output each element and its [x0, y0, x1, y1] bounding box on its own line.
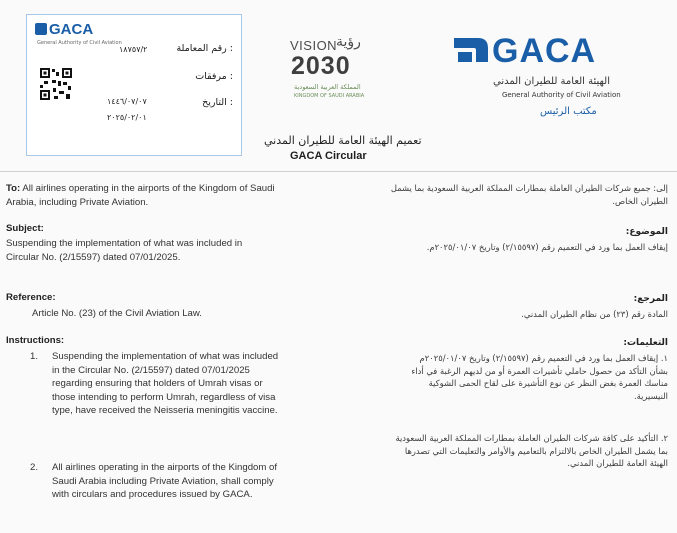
gaca-emblem-icon: [452, 32, 492, 66]
reference-text-arabic: المادة رقم (٢٣) من نظام الطيران المدني.: [521, 309, 668, 319]
instruction-1-number: 1.: [30, 351, 39, 362]
vision-year: 2030: [291, 52, 351, 80]
instruction-1-text: [52, 350, 332, 418]
instruction-1-arabic-line: مناسك العمرة بغض النظر عن نوع التأشيرة على لقاح الحمى الشوكية: [428, 378, 668, 388]
instruction-1-line: in the Circular No. (2/15597) dated 07/01/2025: [52, 364, 250, 376]
instructions-label: Instructions:: [6, 335, 65, 346]
to-section: [6, 182, 326, 209]
to-label: To:: [6, 183, 21, 194]
instruction-2-arabic: [330, 432, 668, 470]
stamp-logo-subtitle: General Authority of Civil Aviation: [37, 40, 122, 46]
subject-label-arabic: الموضوع:: [625, 227, 668, 237]
vision-kingdom-english: KINGDOM OF SAUDI ARABIA: [294, 93, 365, 99]
transaction-stamp: [26, 14, 242, 156]
subject-text-arabic: إيقاف العمل بما ورد في التعميم رقم (٢/١٥٥٩٧) وتاريخ ٢٠٢٥/٠١/٠٧م.: [426, 242, 668, 252]
instruction-1-arabic-line: بشأن التأكد من حصول حاملي تأشيرات العمرة أو من لديهم الرغبة في أداء: [411, 365, 668, 376]
instruction-1-line: type, have received the Neisseria meningitis vaccine.: [52, 405, 278, 416]
instruction-2-arabic-line: بما يشمل الطيران الخاص بالالتزام بالتعاميم والأوامر والتعليمات التي تصدرها: [404, 445, 668, 456]
to-section-arabic: [340, 182, 668, 207]
president-office: مكتب الرئيس: [540, 106, 597, 117]
instruction-2-arabic-line: ٢. التأكيد على كافة شركات الطيران العاملة بمطارات المملكة العربية السعودية: [395, 433, 668, 443]
instruction-1-arabic: [330, 352, 668, 402]
qr-code-icon: [39, 67, 73, 101]
circular-title-arabic: تعميم الهيئة العامة للطيران المدني: [264, 134, 422, 147]
vision-word: VISION: [290, 38, 338, 53]
instruction-1-line: regarding ensuring that holders of Umrah visas or: [52, 378, 263, 389]
attachments-label: مرفقات :: [195, 71, 233, 82]
header-divider: [0, 171, 677, 172]
hijri-date: ١٤٤٦/٠٧/٠٧: [107, 97, 147, 106]
instruction-2-line: All airlines operating in the airports of the Kingdom of: [52, 462, 278, 473]
vision-arabic: رؤية: [336, 34, 361, 50]
gaca-english-name: General Authority of Civil Aviation: [502, 91, 621, 99]
subject-line2: Circular No. (2/15597) dated 07/01/2025.: [6, 251, 181, 263]
instruction-1-arabic-line: النيسيرية.: [633, 390, 668, 401]
to-text-line2: Arabia, including Private Aviation.: [6, 196, 149, 208]
gaca-logo: [452, 32, 596, 71]
gaca-arabic-name: الهيئة العامة للطيران المدني: [493, 76, 610, 87]
subject-text: [6, 237, 326, 264]
to-arabic-line2: الطيران الخاص.: [612, 195, 668, 206]
instructions-label-arabic: التعليمات:: [623, 338, 668, 348]
reference-label-arabic: المرجع:: [633, 294, 668, 304]
instruction-2-line: with circulars and procedures issued by GACA.: [52, 489, 253, 500]
vision-kingdom-arabic: المملكة العربية السعودية: [294, 83, 361, 91]
gregorian-date: ٢٠٢٥/٠٢/٠١: [107, 113, 147, 122]
instruction-1-arabic-line: ١. إيقاف العمل بما ورد في التعميم رقم (٢/١٥٥٩٧) وتاريخ ٢٠٢٥/٠١/٠٧م: [419, 353, 668, 363]
instruction-2-line: Saudi Arabia including Private Aviation, shall comply: [52, 475, 274, 487]
transaction-number-value: ١٨٧٥٧/٢: [119, 45, 148, 54]
subject-label: Subject:: [6, 223, 44, 234]
instruction-2-text: [52, 461, 332, 502]
circular-title-english: GACA Circular: [290, 150, 367, 162]
subject-line1: Suspending the implementation of what was included in: [6, 238, 243, 249]
to-text-line1: All airlines operating in the airports of the Kingdom of Saudi: [22, 183, 275, 194]
gaca-wordmark: GACA: [492, 32, 597, 70]
date-label: التاريخ :: [202, 97, 233, 108]
reference-label: Reference:: [6, 292, 56, 303]
instruction-2-arabic-line: الهيئة العامة للطيران المدني.: [567, 458, 668, 468]
instruction-2-number: 2.: [30, 462, 39, 473]
instruction-1-line: those intending to perform Umrah, regardless of visa: [52, 391, 276, 403]
to-arabic-line1: إلى: جميع شركات الطيران العاملة بمطارات المملكة العربية السعودية بما يشمل: [390, 183, 668, 193]
transaction-number-label: رقم المعاملة :: [176, 43, 233, 54]
stamp-gaca-logo: GACA: [35, 21, 93, 38]
reference-text: Article No. (23) of the Civil Aviation Law.: [32, 308, 202, 319]
instruction-1-line: Suspending the implementation of what was included: [52, 351, 279, 362]
